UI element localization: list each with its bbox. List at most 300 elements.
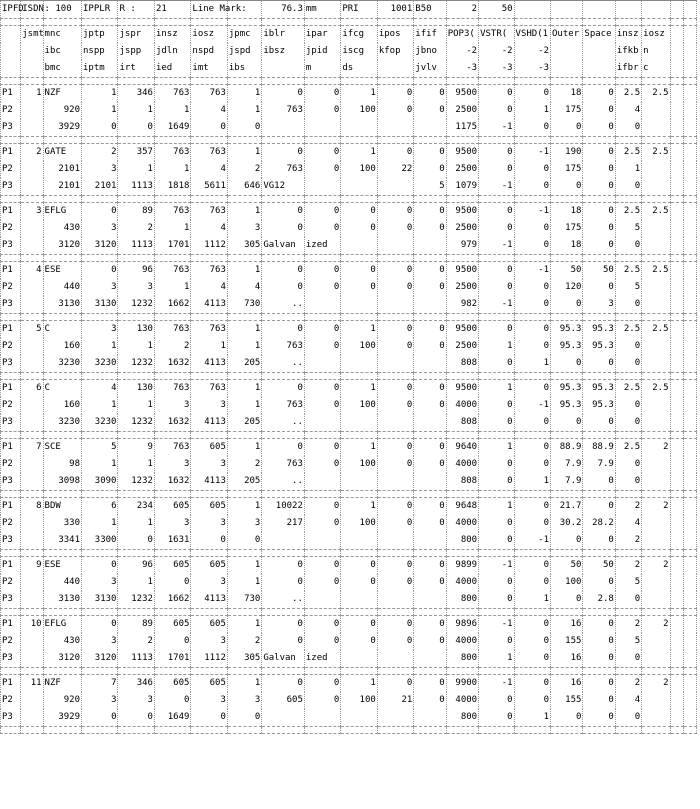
cell: 1632 (154, 355, 190, 373)
cell (683, 296, 696, 314)
cell: 763 (191, 144, 227, 162)
cell (414, 709, 446, 727)
separator-row (1, 727, 697, 734)
cell: 0 (341, 203, 377, 221)
cell (377, 237, 413, 255)
cell: 0 (82, 262, 118, 280)
cell: 3 (191, 574, 227, 591)
cell: 1 (227, 203, 261, 221)
cell: 2 (154, 338, 190, 355)
cell: 0 (377, 380, 413, 398)
cell: ibsz (262, 43, 305, 60)
cell: ds (341, 60, 377, 78)
cell: 95.3 (551, 380, 583, 398)
cell: P1 (1, 380, 21, 398)
cell (21, 709, 43, 727)
cell: 763 (262, 102, 305, 119)
cell: 0 (583, 161, 615, 178)
cell: P1 (1, 203, 21, 221)
cell: P3 (1, 237, 21, 255)
cell: 0 (615, 338, 641, 355)
cell (670, 144, 683, 162)
cell (683, 456, 696, 473)
separator-cell (82, 137, 118, 144)
cell: 0 (227, 532, 261, 550)
cell: 605 (191, 675, 227, 693)
cell: 800 (446, 591, 478, 609)
cell: B50 (414, 1, 446, 19)
cell: 0 (479, 203, 514, 221)
cell: 0 (262, 557, 305, 575)
cell: 3 (191, 633, 227, 650)
cell: 605 (154, 557, 190, 575)
separator-cell (670, 19, 683, 26)
cell (21, 338, 43, 355)
cell: 50 (479, 1, 514, 19)
separator-cell (414, 609, 446, 616)
separator-cell (341, 196, 377, 203)
separator-cell (21, 255, 43, 262)
table-row (1, 85, 697, 103)
separator-cell (670, 550, 683, 557)
separator-cell (377, 19, 413, 26)
separator-cell (227, 550, 261, 557)
cell: 130 (118, 380, 154, 398)
cell: 2.5 (615, 439, 641, 457)
cell: POP3( (446, 26, 478, 44)
separator-cell (446, 196, 478, 203)
cell: -2 (446, 43, 478, 60)
cell: 217 (262, 515, 305, 532)
cell: 1 (227, 675, 261, 693)
separator-cell (670, 727, 683, 734)
cell: jspp (118, 43, 154, 60)
cell: 0 (118, 532, 154, 550)
separator-cell (43, 314, 81, 321)
cell: 205 (227, 355, 261, 373)
cell: 3 (82, 574, 118, 591)
cell: Line Mark: (191, 1, 227, 19)
cell (21, 515, 43, 532)
table-row (1, 532, 697, 550)
cell (642, 102, 670, 119)
cell (341, 473, 377, 491)
cell: 3130 (43, 591, 81, 609)
cell: 1113 (118, 237, 154, 255)
cell: 2.5 (615, 321, 641, 339)
table-row (1, 296, 697, 314)
cell: P2 (1, 220, 21, 237)
cell (670, 650, 683, 668)
cell (670, 26, 683, 44)
cell: 1 (82, 85, 118, 103)
separator-cell (615, 668, 641, 675)
cell: 1701 (154, 237, 190, 255)
cell: -1 (514, 203, 550, 221)
cell (683, 591, 696, 609)
separator-cell (479, 491, 514, 498)
cell: 2.5 (642, 262, 670, 280)
separator-cell (414, 491, 446, 498)
cell: 0 (414, 144, 446, 162)
cell: 100 (341, 397, 377, 414)
separator-cell (642, 196, 670, 203)
cell: 1701 (154, 650, 190, 668)
separator-cell (683, 550, 696, 557)
cell: IPFD (1, 1, 21, 19)
cell: 2.5 (642, 321, 670, 339)
cell: 4113 (191, 296, 227, 314)
cell: 0 (615, 355, 641, 373)
cell: EFLG (43, 616, 81, 634)
cell (683, 321, 696, 339)
cell (377, 119, 413, 137)
cell: 346 (118, 675, 154, 693)
cell: P3 (1, 591, 21, 609)
cell: 0 (551, 532, 583, 550)
separator-cell (377, 668, 413, 675)
cell: 5 (615, 279, 641, 296)
cell: 763 (191, 262, 227, 280)
cell: .. (262, 414, 305, 432)
separator-cell (583, 373, 615, 380)
cell: 0 (479, 414, 514, 432)
cell: 2.5 (642, 380, 670, 398)
cell: 1 (118, 397, 154, 414)
cell: R : (118, 1, 154, 19)
cell (514, 1, 550, 19)
cell: IPPLR (82, 1, 118, 19)
cell: 3 (191, 692, 227, 709)
separator-cell (583, 78, 615, 85)
separator-cell (191, 609, 227, 616)
cell (642, 296, 670, 314)
cell: 3929 (43, 709, 81, 727)
cell: 1232 (118, 355, 154, 373)
cell: 800 (446, 650, 478, 668)
cell: 0 (551, 178, 583, 196)
cell: jspd (227, 43, 261, 60)
cell (670, 1, 683, 19)
separator-cell (1, 727, 21, 734)
cell: 95.3 (551, 338, 583, 355)
cell: 0 (479, 161, 514, 178)
cell: ifcg (341, 26, 377, 44)
cell: 440 (43, 279, 81, 296)
cell: 0 (154, 574, 190, 591)
cell: 0 (262, 144, 305, 162)
cell: 0 (304, 616, 340, 634)
cell: 1 (82, 338, 118, 355)
separator-cell (304, 668, 340, 675)
cell: 763 (262, 161, 305, 178)
cell: 16 (551, 650, 583, 668)
cell: mm (304, 1, 340, 19)
cell: 2 (615, 532, 641, 550)
cell: .. (262, 355, 305, 373)
cell (642, 591, 670, 609)
separator-cell (446, 668, 478, 675)
separator-cell (446, 19, 478, 26)
cell: 3 (191, 456, 227, 473)
cell: 1 (82, 515, 118, 532)
table-row (1, 557, 697, 575)
cell: 0 (377, 633, 413, 650)
cell: 4113 (191, 591, 227, 609)
cell: -3 (514, 60, 550, 78)
cell: 0 (377, 675, 413, 693)
cell: 0 (514, 574, 550, 591)
cell: GATE (43, 144, 81, 162)
cell (670, 321, 683, 339)
cell: 0 (514, 178, 550, 196)
separator-cell (1, 255, 21, 262)
separator-cell (615, 137, 641, 144)
separator-cell (642, 668, 670, 675)
table-row (1, 675, 697, 693)
cell: 2 (615, 498, 641, 516)
cell (670, 414, 683, 432)
cell: 1649 (154, 119, 190, 137)
cell (670, 279, 683, 296)
cell: 1 (118, 161, 154, 178)
separator-cell (514, 491, 550, 498)
separator-cell (670, 491, 683, 498)
separator-cell (118, 668, 154, 675)
cell (304, 709, 340, 727)
header-row (1, 43, 697, 60)
separator-cell (446, 314, 478, 321)
cell (262, 60, 305, 78)
separator-cell (191, 727, 227, 734)
separator-cell (21, 137, 43, 144)
cell (670, 355, 683, 373)
cell: 155 (551, 692, 583, 709)
separator-cell (615, 609, 641, 616)
separator-cell (43, 255, 81, 262)
cell: 763 (154, 144, 190, 162)
cell: 1 (341, 85, 377, 103)
cell: 2 (21, 144, 43, 162)
cell: 763 (191, 321, 227, 339)
separator-row (1, 255, 697, 262)
cell: 4000 (446, 515, 478, 532)
cell: 800 (446, 532, 478, 550)
separator-cell (414, 432, 446, 439)
cell: 1 (479, 439, 514, 457)
cell (670, 102, 683, 119)
cell (262, 119, 305, 137)
cell: P1 (1, 498, 21, 516)
separator-cell (262, 196, 305, 203)
separator-cell (82, 609, 118, 616)
cell: 100 (341, 161, 377, 178)
cell (642, 456, 670, 473)
cell: P3 (1, 414, 21, 432)
cell: 0 (479, 85, 514, 103)
separator-cell (446, 491, 478, 498)
cell (377, 414, 413, 432)
cell: 1818 (154, 178, 190, 196)
cell: -1 (514, 397, 550, 414)
cell: 4 (191, 102, 227, 119)
table-row (1, 591, 697, 609)
cell (683, 380, 696, 398)
cell: 3120 (82, 237, 118, 255)
cell: 22 (377, 161, 413, 178)
separator-cell (21, 550, 43, 557)
cell: 0 (262, 321, 305, 339)
cell: 0 (583, 675, 615, 693)
cell: 1 (341, 380, 377, 398)
cell (683, 498, 696, 516)
cell: ifbr (615, 60, 641, 78)
cell: NZF (43, 85, 81, 103)
separator-cell (82, 314, 118, 321)
cell (683, 279, 696, 296)
cell: 234 (118, 498, 154, 516)
separator-cell (43, 137, 81, 144)
cell: 4000 (446, 692, 478, 709)
cell: 0 (227, 709, 261, 727)
cell: 0 (583, 178, 615, 196)
cell: 7 (82, 675, 118, 693)
cell: ISDN (21, 1, 43, 19)
cell: 0 (479, 397, 514, 414)
separator-row (1, 78, 697, 85)
cell: 2500 (446, 161, 478, 178)
cell (21, 473, 43, 491)
cell: P3 (1, 178, 21, 196)
cell: P3 (1, 296, 21, 314)
cell: 50 (583, 557, 615, 575)
separator-cell (21, 609, 43, 616)
cell: -1 (479, 557, 514, 575)
separator-cell (191, 196, 227, 203)
separator-cell (615, 78, 641, 85)
cell: 21 (154, 1, 190, 19)
cell: 646 (227, 178, 261, 196)
separator-cell (642, 491, 670, 498)
cell: 0 (262, 574, 305, 591)
cell (642, 161, 670, 178)
cell: 4 (615, 102, 641, 119)
cell: 2.8 (583, 591, 615, 609)
separator-cell (514, 255, 550, 262)
cell: 2 (642, 557, 670, 575)
cell (21, 414, 43, 432)
cell: 7.9 (583, 456, 615, 473)
cell (21, 574, 43, 591)
cell: 0 (304, 439, 340, 457)
cell (341, 709, 377, 727)
cell: 763 (262, 456, 305, 473)
cell: 3 (227, 220, 261, 237)
separator-cell (551, 609, 583, 616)
cell: 0 (377, 616, 413, 634)
cell (683, 473, 696, 491)
cell (583, 1, 615, 19)
cell: 18 (551, 203, 583, 221)
cell: 808 (446, 473, 478, 491)
separator-cell (414, 255, 446, 262)
cell: 0 (583, 144, 615, 162)
cell: 0 (414, 574, 446, 591)
cell: 0 (377, 338, 413, 355)
separator-cell (615, 314, 641, 321)
cell (414, 591, 446, 609)
cell: 1 (118, 338, 154, 355)
cell: 3 (191, 515, 227, 532)
cell: 4113 (191, 473, 227, 491)
cell: 1232 (118, 414, 154, 432)
cell (615, 1, 641, 19)
cell: 0 (479, 456, 514, 473)
cell: 0 (262, 220, 305, 237)
separator-cell (683, 668, 696, 675)
cell: 2 (227, 456, 261, 473)
cell: 0 (514, 161, 550, 178)
cell: 0 (341, 633, 377, 650)
cell: 2.5 (642, 203, 670, 221)
cell: 4113 (191, 355, 227, 373)
separator-cell (21, 432, 43, 439)
separator-cell (227, 373, 261, 380)
separator-cell (262, 432, 305, 439)
cell: 0 (583, 633, 615, 650)
cell: 3 (82, 633, 118, 650)
cell: 9500 (446, 262, 478, 280)
cell: 3130 (82, 591, 118, 609)
cell (683, 355, 696, 373)
cell: iblr (262, 26, 305, 44)
cell: P1 (1, 144, 21, 162)
cell: 4 (191, 161, 227, 178)
cell (642, 397, 670, 414)
cell: 3 (154, 515, 190, 532)
separator-cell (304, 727, 340, 734)
separator-cell (82, 255, 118, 262)
separator-cell (154, 491, 190, 498)
cell: NZF (43, 675, 81, 693)
separator-cell (683, 373, 696, 380)
cell: 440 (43, 574, 81, 591)
cell: 605 (154, 616, 190, 634)
cell: 9899 (446, 557, 478, 575)
cell: 0 (414, 279, 446, 296)
cell: 1 (227, 498, 261, 516)
separator-cell (514, 78, 550, 85)
cell (683, 43, 696, 60)
cell: P3 (1, 119, 21, 137)
cell: 0 (262, 439, 305, 457)
cell: P1 (1, 85, 21, 103)
cell: 0 (82, 557, 118, 575)
cell: 18 (551, 237, 583, 255)
separator-cell (670, 137, 683, 144)
cell: 1112 (191, 237, 227, 255)
separator-cell (414, 78, 446, 85)
cell: 1 (82, 456, 118, 473)
separator-cell (514, 137, 550, 144)
separator-cell (43, 668, 81, 675)
cell (21, 220, 43, 237)
separator-cell (227, 668, 261, 675)
separator-cell (583, 550, 615, 557)
cell (414, 119, 446, 137)
header-row (1, 60, 697, 78)
cell (1, 26, 21, 44)
